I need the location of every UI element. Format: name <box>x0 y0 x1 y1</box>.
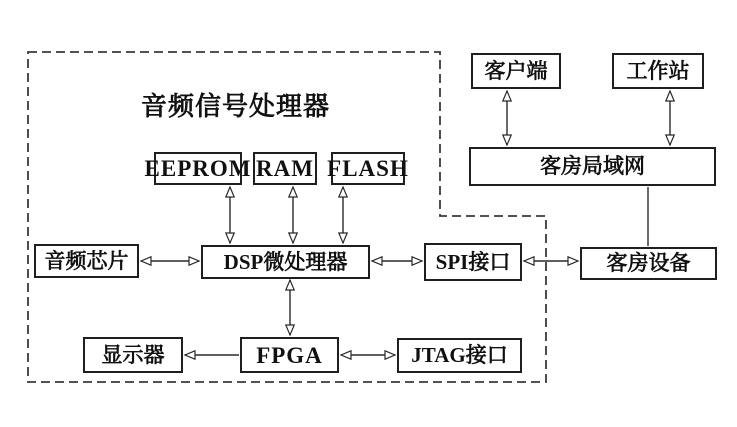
node-ram: RAM <box>253 152 317 185</box>
node-fpga: FPGA <box>240 337 339 373</box>
node-eeprom: EEPROM <box>154 152 242 185</box>
node-client: 客户端 <box>471 53 561 89</box>
node-flash: FLASH <box>331 152 405 185</box>
diagram-title: 音频信号处理器 <box>141 92 331 121</box>
node-audio-chip: 音频芯片 <box>34 244 139 278</box>
node-jtag: JTAG接口 <box>397 338 522 373</box>
node-room-device: 客房设备 <box>580 247 717 280</box>
node-dsp: DSP微处理器 <box>201 245 370 279</box>
node-display: 显示器 <box>83 337 183 373</box>
node-spi: SPI接口 <box>424 243 522 281</box>
node-workstation: 工作站 <box>612 53 704 89</box>
node-lan: 客房局域网 <box>469 147 716 186</box>
